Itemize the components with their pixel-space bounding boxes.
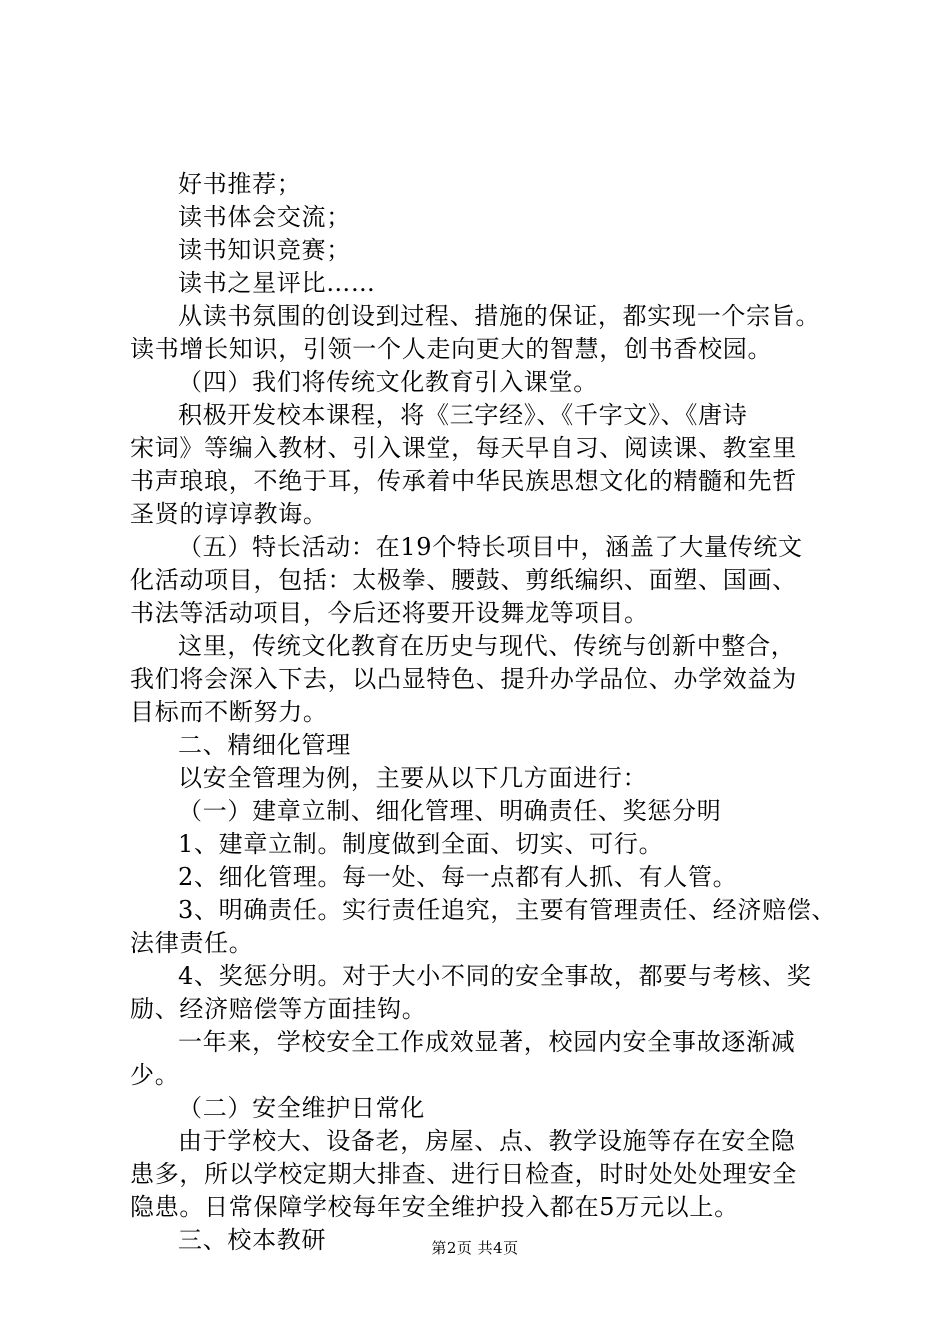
text-line: 书声琅琅，不绝于耳，传承着中华民族思想文化的精髓和先哲 [130,467,797,495]
text-line: 读书增长知识，引领一个人走向更大的智慧，创书香校园。 [130,335,773,363]
list-item: 1、建章立制。制度做到全面、切实、可行。 [178,830,664,858]
list-item: 3、明确责任。实行责任追究，主要有管理责任、经济赔偿、 [178,896,837,924]
section-heading: （一）建章立制、细化管理、明确责任、奖惩分明 [178,797,722,825]
text-line: 读书知识竞赛； [178,236,351,264]
section-heading: 二、精细化管理 [178,731,351,759]
text-line: 患多，所以学校定期大排查、进行日检查，时时处处处理安全 [130,1160,797,1188]
text-line: 读书之星评比…… [178,269,376,297]
text-line: 法律责任。 [130,929,254,957]
text-line: 少。 [130,1061,180,1089]
page-number-footer: 第2页 共4页 [431,1239,519,1257]
text-line: 积极开发校本课程，将《三字经》、《千字文》、《唐诗 [178,401,748,429]
text-line: 励、经济赔偿等方面挂钩。 [130,995,427,1023]
text-line: 一年来，学校安全工作成效显著，校园内安全事故逐渐减 [178,1028,796,1056]
text-line: 隐患。日常保障学校每年安全维护投入都在5万元以上。 [130,1193,739,1221]
list-item: 2、细化管理。每一处、每一点都有人抓、有人管。 [178,863,738,891]
section-heading: 三、校本教研 [178,1226,327,1254]
text-line: 由于学校大、设备老，房屋、点、教学设施等存在安全隐 [178,1127,796,1155]
text-line: 圣贤的谆谆教诲。 [130,500,328,528]
text-line: 从读书氛围的创设到过程、措施的保证，都实现一个宗旨。 [178,302,821,330]
text-line: 书法等活动项目，今后还将要开设舞龙等项目。 [130,599,649,627]
text-line: 读书体会交流； [178,203,351,231]
text-line: 这里，传统文化教育在历史与现代、传统与创新中整合， [178,632,796,660]
list-item: 4、奖惩分明。对于大小不同的安全事故，都要与考核、奖 [178,962,812,990]
text-line: 好书推荐； [178,170,302,198]
document-body [130,168,835,1257]
text-line: 我们将会深入下去，以凸显特色、提升办学品位、办学效益为 [130,665,797,693]
text-line: 宋词》等编入教材、引入课堂，每天早自习、阅读课、教室里 [130,434,797,462]
text-line: 目标而不断努力。 [130,698,328,726]
section-heading: （四）我们将传统文化教育引入课堂。 [178,368,598,396]
section-heading: （五）特长活动：在19个特长项目中，涵盖了大量传统文 [178,533,803,561]
section-heading: （二）安全维护日常化 [178,1094,425,1122]
text-line: 以安全管理为例，主要从以下几方面进行： [178,764,648,792]
text-line: 化活动项目，包括：太极拳、腰鼓、剪纸编织、面塑、国画、 [130,566,797,594]
